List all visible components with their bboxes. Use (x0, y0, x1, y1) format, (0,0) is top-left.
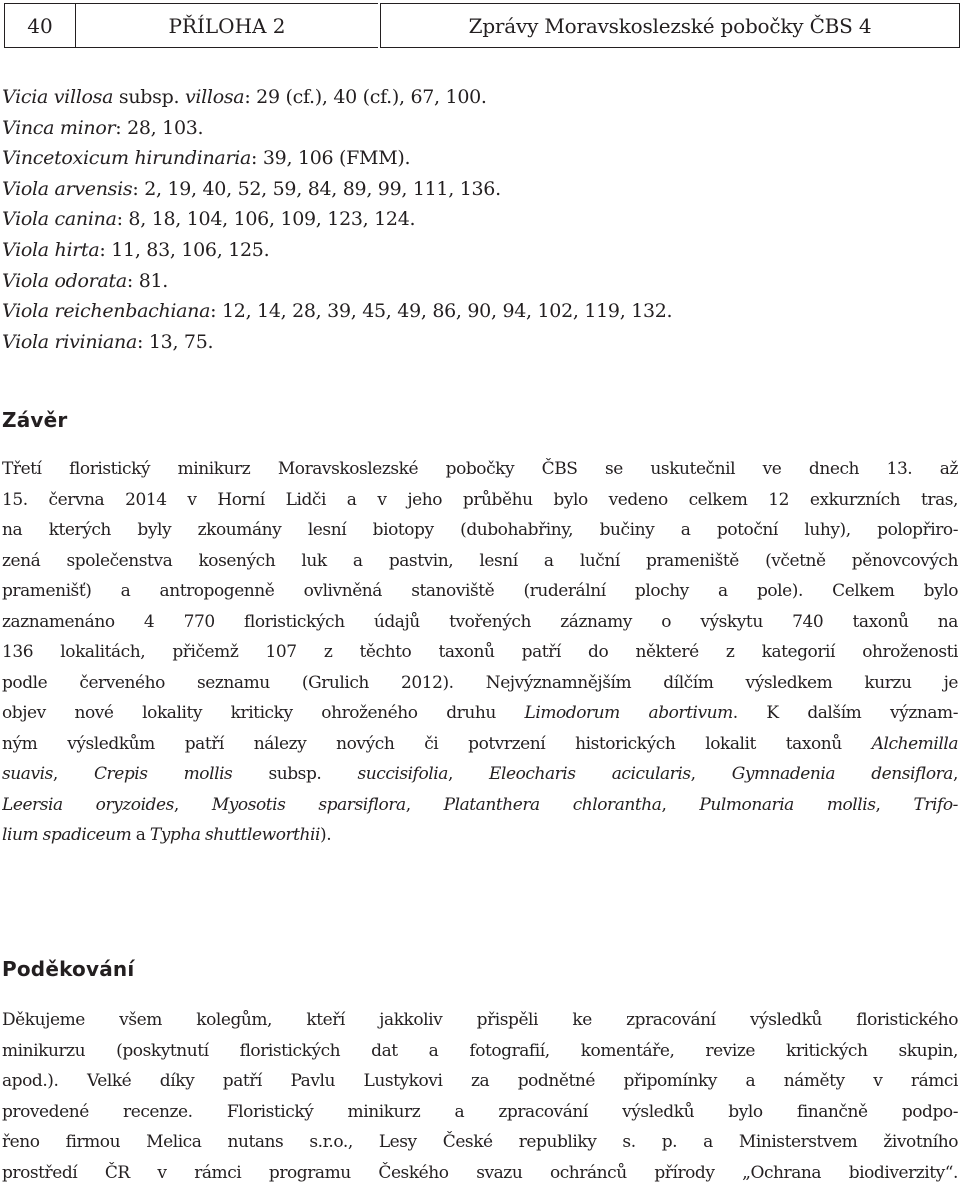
acknowledgement-heading: Poděkování (2, 957, 135, 981)
text-line-content (2, 795, 958, 815)
text-line (2, 576, 958, 607)
species-entry (2, 143, 672, 174)
text-line-content: zená společenstva kosených luk a pastvin, lesní a luční prameniště (včetně pěnovcových (2, 550, 958, 571)
species-entry (2, 204, 672, 235)
species-records: : 8, 18, 104, 106, 109, 123, 124. (116, 208, 416, 231)
taxon-name: Leersia oryzoides (2, 794, 174, 815)
species-entry (2, 327, 672, 358)
text-line-content: prostředí ČR v rámci programu Českého svazu ochránců přírody „Ochrana biodiverzity“. (2, 1162, 958, 1183)
species-name: Vinca minor (2, 116, 116, 139)
page-number: 40 (4, 3, 76, 48)
text-run: a (131, 825, 150, 845)
species-name: Viola hirta (2, 238, 100, 261)
species-records: : 2, 19, 40, 52, 59, 84, 89, 99, 111, 136. (132, 177, 501, 200)
species-name: Viola canina (2, 208, 117, 231)
text-line-content: Třetí floristický minikurz Moravskoslezské pobočky ČBS se uskutečnil ve dnech 13. až (2, 459, 958, 479)
text-line-content: řeno firmou Melica nutans s.r.o., Lesy České republiky s. p. a Ministerstvem životního (2, 1132, 958, 1152)
taxon-name: Myosotis sparsiflora (211, 794, 406, 815)
species-list (2, 82, 672, 357)
conclusion-paragraph (2, 454, 958, 851)
species-name: Vincetoxicum hirundinaria (2, 147, 252, 170)
species-records: : 39, 106 (FMM). (251, 147, 411, 170)
text-line (2, 546, 958, 577)
species-name: Viola riviniana (2, 330, 138, 353)
text-run: , (953, 764, 958, 784)
text-run: , (173, 794, 212, 815)
text-line-content: 136 lokalitách, přičemž 107 z těchto taxonů patří do některé z kategorií ohroženosti (2, 642, 958, 662)
text-line-content (2, 734, 958, 754)
text-line-content: minikurzu (poskytnutí floristických dat a fotografií, komentáře, revize kritických skupin, (2, 1040, 958, 1061)
text-line-content: pramenišť) a antropogenně ovlivněná stanoviště (ruderální plochy a pole). Celkem bylo (2, 581, 958, 601)
species-name: Viola arvensis (2, 177, 133, 200)
taxon-name: Pulmonaria mollis (699, 794, 876, 815)
text-line (2, 1158, 958, 1189)
text-line (2, 729, 958, 760)
taxon-name: Eleocharis acicularis (489, 764, 691, 784)
text-line-content: zaznamenáno 4 770 floristických údajů tvořených záznamy o výskytu 740 taxonů na (2, 611, 958, 632)
text-line-content (2, 764, 958, 784)
text-run: , (661, 794, 700, 815)
species-records: : 28, 103. (115, 116, 204, 139)
journal-title: Zprávy Moravskoslezské pobočky ČBS 4 (380, 3, 960, 48)
text-line (2, 1066, 958, 1097)
text-run: , (447, 764, 490, 784)
text-line (2, 485, 958, 516)
text-line (2, 1005, 958, 1036)
species-records: : 12, 14, 28, 39, 45, 49, 86, 90, 94, 102, 119, 132. (210, 300, 673, 323)
text-line (2, 454, 958, 485)
species-entry (2, 174, 672, 205)
species-entry (2, 235, 672, 266)
taxon-name: Platanthera chlorantha (443, 794, 662, 815)
taxon-name: succisifolia (357, 764, 448, 784)
taxon-name: Crepis mollis (93, 764, 233, 784)
taxon-name: suavis (2, 764, 53, 784)
conclusion-heading: Závěr (2, 408, 68, 432)
taxon-name: lium spadiceum (2, 825, 132, 845)
text-run: . K dalším význam- (732, 703, 958, 723)
species-name: Viola odorata (2, 269, 127, 292)
taxon-name: Alchemilla (871, 733, 958, 754)
text-line-content: podle červeného seznamu (Grulich 2012). Nejvýznamnějším dílčím výsledkem kurzu je (2, 672, 958, 693)
text-line-content: Děkujeme všem kolegům, kteří jakkoliv přispěli ke zpracování výsledků floristického (2, 1010, 958, 1030)
running-header (0, 0, 960, 50)
species-infraname: villosa (184, 86, 245, 108)
species-records: : 29 (cf.), 40 (cf.), 67, 100. (244, 86, 487, 108)
appendix-label: PŘÍLOHA 2 (76, 3, 378, 48)
species-entry (2, 266, 672, 297)
text-run: , (690, 764, 732, 784)
text-line-content: 15. června 2014 v Horní Lidči a v jeho průběhu bylo vedeno celkem 12 exkurzních tras, (2, 489, 958, 510)
species-records: : 11, 83, 106, 125. (99, 238, 270, 261)
taxon-name: Trifo- (913, 794, 958, 815)
text-line (2, 820, 958, 851)
acknowledgement-paragraph (2, 1005, 958, 1188)
text-line (2, 790, 958, 821)
species-entry (2, 82, 672, 113)
text-line (2, 1127, 958, 1158)
text-line-content: apod.). Velké díky patří Pavlu Lustykovi za podnětné připomínky a náměty v rámci (2, 1071, 958, 1091)
text-run: objev nové lokality kriticky ohroženého druhu (2, 703, 525, 723)
text-line (2, 698, 958, 729)
species-records: : 81. (126, 269, 169, 292)
text-line (2, 637, 958, 668)
text-run: subsp. (232, 764, 358, 784)
text-line-content (2, 703, 958, 723)
text-run: , (875, 794, 914, 815)
species-name: Viola reichenbachiana (2, 300, 211, 323)
text-run: , (405, 794, 444, 815)
text-run: ). (320, 825, 332, 845)
text-line-content (2, 820, 331, 851)
taxon-name: Limodorum abortivum (524, 703, 733, 723)
text-line (2, 668, 958, 699)
text-run: , (52, 764, 94, 784)
species-records: : 13, 75. (137, 330, 214, 353)
species-entry (2, 296, 672, 327)
text-run: ným výsledkům patří nálezy nových či potvrzení historických lokalit taxonů (2, 733, 872, 754)
taxon-name: Gymnadenia densiflora (731, 764, 953, 784)
taxon-name: Typha shuttleworthii (149, 825, 321, 845)
text-line-content: provedené recenze. Floristický minikurz a zpracování výsledků bylo finančně podpo- (2, 1101, 958, 1122)
species-entry (2, 113, 672, 144)
text-line (2, 759, 958, 790)
text-line (2, 1036, 958, 1067)
species-name: Vicia villosa (2, 86, 114, 108)
text-line (2, 515, 958, 546)
species-rank: subsp. (113, 86, 185, 108)
text-line-content: na kterých byly zkoumány lesní biotopy (dubohabřiny, bučiny a potoční luhy), polopřiro- (2, 520, 958, 540)
text-line (2, 1097, 958, 1128)
text-line (2, 607, 958, 638)
